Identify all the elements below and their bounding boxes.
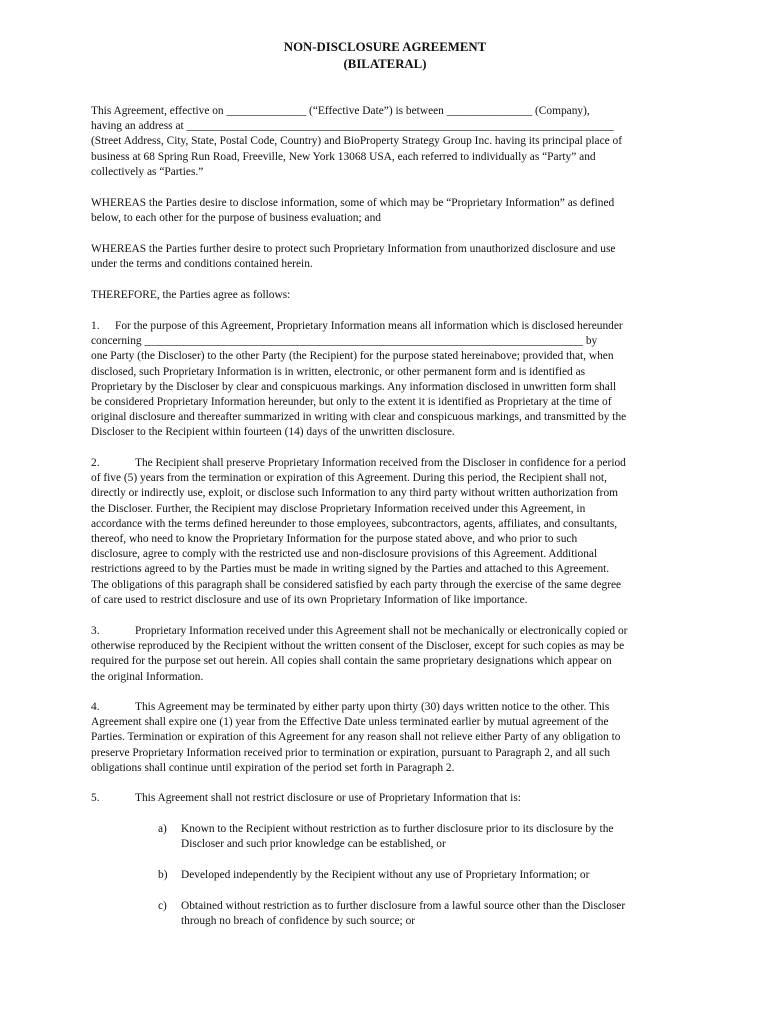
paragraph-line: directly or indirectly use, exploit, or disclose such Information to any third party without written authorization from <box>91 487 619 500</box>
title-line-2: (BILATERAL) <box>343 57 427 71</box>
clause-5a <box>158 822 681 852</box>
paragraph-number: 1. <box>91 320 100 332</box>
clause-line: Obtained without restriction as to further disclosure from a lawful source other than the Discloser <box>181 900 626 912</box>
paragraph-number: 4. <box>91 701 100 713</box>
paragraph-line: of five (5) years from the termination or expiration of this Agreement. During this period, the Recipient shall not, <box>91 472 607 485</box>
paragraph-line: Proprietary Information received under this Agreement shall not be mechanically or electronically copied or <box>135 625 628 637</box>
paragraph-line: thereof, who need to know the Proprietary Information for the purpose stated above, and who prior to such <box>91 533 578 546</box>
whereas-line: WHEREAS the Parties desire to disclose information, some of which may be “Proprietary Information” as defined <box>91 197 615 209</box>
intro-line: collectively as “Parties.” <box>91 165 204 178</box>
clause-label: b) <box>158 869 168 881</box>
title-line-1: NON-DISCLOSURE AGREEMENT <box>283 40 487 54</box>
paragraph-line: the Discloser. Further, the Recipient may disclose Proprietary Information received under this Agreement, in <box>91 502 586 515</box>
paragraph-line: For the purpose of this Agreement, Proprietary Information means all information which is disclosed hereunder <box>115 320 623 332</box>
paragraph-3 <box>91 624 681 685</box>
paragraph-number: 3. <box>91 625 100 637</box>
paragraph-number: 2. <box>91 457 100 469</box>
clause-line: Known to the Recipient without restriction as to further disclosure prior to its disclosure by the <box>181 823 614 835</box>
paragraph-line: obligations shall continue until expiration of the period set forth in Paragraph 2. <box>91 761 455 774</box>
paragraph-line: Agreement shall expire one (1) year from the Effective Date unless terminated earlier by mutual agreement of the <box>91 716 609 729</box>
clause-label: a) <box>158 823 167 835</box>
paragraph-4 <box>91 700 681 776</box>
paragraph-line: accordance with the terms defined hereunder to those employees, subcontractors, agents, affiliates, and consultants, <box>91 517 618 530</box>
paragraph-line: be considered Proprietary Information hereunder, but only to the extent it is identified as Proprietary at the time of <box>91 396 612 409</box>
paragraph-line: of care used to restrict disclosure and use of its own Proprietary Information of like importance. <box>91 593 528 606</box>
intro-line: (Street Address, City, State, Postal Code, Country) and BioProperty Strategy Group Inc. having its principal place of <box>91 135 623 148</box>
intro-paragraph <box>91 104 681 180</box>
clause-label: c) <box>158 900 167 912</box>
paragraph-line: original disclosure and thereafter summarized in writing with clear and conspicuous markings, and transmitted by the <box>91 411 627 424</box>
clause-line: through no breach of confidence by such source; or <box>181 915 416 928</box>
paragraph-line: disclosure, agree to comply with the restricted use and non-disclosure provisions of this Agreement. Additional <box>91 548 598 561</box>
paragraph-2 <box>91 456 681 608</box>
paragraph-line: preserve Proprietary Information received prior to termination or expiration, pursuant to Paragraph 2, and all such <box>91 746 611 759</box>
whereas-line: below, to each other for the purpose of business evaluation; and <box>91 212 381 225</box>
whereas-line: WHEREAS the Parties further desire to protect such Proprietary Information from unauthorized disclosure and use <box>91 243 616 255</box>
paragraph-line: This Agreement may be terminated by either party upon thirty (30) days written notice to the other. This <box>135 701 610 713</box>
paragraph-line: the original Information. <box>91 670 204 683</box>
paragraph-line: Proprietary by the Discloser by clear and conspicuous markings. Any information disclosed in unwritten form shall <box>91 380 617 393</box>
intro-line: having an address at ___________________________________________________________________________ <box>91 120 614 133</box>
whereas-line: under the terms and conditions contained herein. <box>91 258 313 271</box>
paragraph-line: The obligations of this paragraph shall be considered satisfied by each party through the exercise of the same degree <box>91 578 622 591</box>
paragraph-line: concerning _____________________________________________________________________________ by <box>91 335 598 348</box>
paragraph-line: disclosed, such Proprietary Information is in written, electronic, or other permanent form and is identified as <box>91 365 586 378</box>
intro-line: This Agreement, effective on ______________ (“Effective Date”) is between _______________ (Company), <box>91 105 590 117</box>
paragraph-line: Parties. Termination or expiration of this Agreement for any reason shall not relieve either Party of any obligation to <box>91 731 621 744</box>
clause-5b <box>158 868 681 883</box>
therefore-paragraph <box>91 288 681 303</box>
paragraph-5 <box>91 791 681 806</box>
paragraph-line: required for the purpose set out herein. All copies shall contain the same proprietary designations which appear on <box>91 655 612 668</box>
paragraph-number: 5. <box>91 792 100 804</box>
paragraph-1 <box>91 319 681 441</box>
clause-line: Developed independently by the Recipient without any use of Proprietary Information; or <box>181 869 590 881</box>
paragraph-line: one Party (the Discloser) to the other Party (the Recipient) for the purpose stated hereinabove; provided that, when <box>91 350 614 363</box>
therefore-line: THEREFORE, the Parties agree as follows: <box>91 289 291 301</box>
intro-line: business at 68 Spring Run Road, Freeville, New York 13068 USA, each referred to individually as “Party” and <box>91 150 596 163</box>
clause-line: Discloser and such prior knowledge can be established, or <box>181 838 446 851</box>
paragraph-line: restrictions agreed to by the Parties must be made in writing signed by the Parties and attached to this Agreement. <box>91 563 610 576</box>
paragraph-line: otherwise reproduced by the Recipient without the written consent of the Discloser, except for such copies as may be <box>91 640 625 653</box>
whereas-paragraph-2 <box>91 242 681 272</box>
paragraph-line: The Recipient shall preserve Proprietary Information received from the Discloser in confidence for a period <box>135 457 626 469</box>
paragraph-line: Discloser to the Recipient within fourteen (14) days of the unwritten disclosure. <box>91 426 455 439</box>
paragraph-line: This Agreement shall not restrict disclosure or use of Proprietary Information that is: <box>135 792 521 804</box>
whereas-paragraph-1 <box>91 196 681 226</box>
document-title <box>0 39 770 73</box>
clause-5c <box>158 899 681 929</box>
